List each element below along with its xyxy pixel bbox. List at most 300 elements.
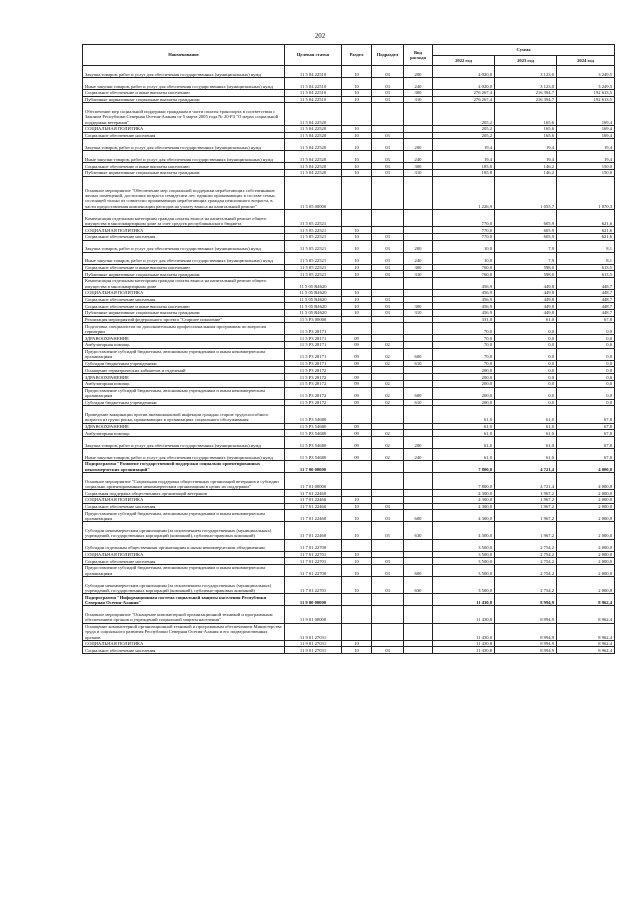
row-expense-type-cell — [404, 423, 433, 430]
row-expense-type-cell — [404, 460, 433, 472]
row-subsection-cell: 03 — [372, 163, 404, 170]
row-expense-type-cell: 610 — [404, 399, 433, 406]
row-value-2022-cell: 19,4 — [433, 151, 495, 163]
table-row — [83, 594, 615, 606]
table-row — [83, 78, 615, 90]
row-section-cell: 10 — [342, 576, 372, 593]
row-expense-type-cell — [404, 209, 433, 226]
row-subsection-cell: 03 — [372, 510, 404, 522]
row-code-cell: 11 5 05 R4620 — [285, 277, 342, 289]
row-subsection-cell — [372, 227, 404, 234]
row-name-cell: Основное мероприятие "Обеспечение мер социальной поддержки неработающих собственников жилых помещений, достигших возраста семидесяти лет, одиноко проживающих в составе семьи, состоящей только из совместно проживающих неработающих граждан пенсионного возраста, в части предоставления компенсации расходов на уплату взноса на капитальный ремонт" — [83, 176, 285, 209]
row-subsection-cell — [372, 176, 404, 209]
table-row — [83, 380, 615, 387]
row-subsection-cell: 03 — [372, 558, 404, 565]
row-code-cell: 11 5 05 22521 — [285, 209, 342, 226]
row-value-2024-cell: 3 249,5 — [557, 66, 615, 78]
row-subsection-cell: 03 — [372, 233, 404, 240]
row-code-cell: 11 5 P3 28172 — [285, 399, 342, 406]
row-value-2023-cell: 61,0 — [495, 406, 557, 423]
row-code-cell: 11 5 05 22521 — [285, 240, 342, 252]
row-code-cell: 11 5 05 22521 — [285, 264, 342, 271]
row-name-cell: ЗДРАВООХРАНЕНИЕ — [83, 423, 285, 430]
row-value-2022-cell: 3 500,0 — [433, 551, 495, 558]
row-value-2024-cell: 2 000,0 — [557, 510, 615, 522]
row-expense-type-cell — [404, 496, 433, 503]
row-name-cell: Реализация мероприятий федерального проекта "Старшее поколение" — [83, 316, 285, 323]
table-row — [83, 348, 615, 360]
row-code-cell: 11 5 P3 54680 — [285, 430, 342, 437]
row-subsection-cell: 02 — [372, 399, 404, 406]
row-value-2024-cell: 613,5 — [557, 271, 615, 278]
row-value-2024-cell: 67,8 — [557, 316, 615, 323]
row-expense-type-cell — [404, 316, 433, 323]
row-expense-type-cell — [404, 289, 433, 296]
row-value-2024-cell: 2 000,0 — [557, 490, 615, 497]
row-value-2023-cell: 216 394,7 — [495, 96, 557, 103]
row-code-cell: 11 5 05 R4620 — [285, 303, 342, 310]
row-value-2023-cell: 2 754,2 — [495, 539, 557, 551]
row-code-cell: 11 5 05 R4620 — [285, 310, 342, 317]
row-expense-type-cell: 200 — [404, 139, 433, 151]
row-subsection-cell: 03 — [372, 78, 404, 90]
row-code-cell: 11 5 04 22510 — [285, 90, 342, 97]
header-name: Наименование — [83, 45, 285, 66]
row-section-cell: 10 — [342, 564, 372, 576]
row-expense-type-cell: 300 — [404, 264, 433, 271]
row-expense-type-cell — [404, 296, 433, 303]
row-name-cell: Амбулаторная помощь — [83, 430, 285, 437]
row-value-2024-cell: 150,0 — [557, 170, 615, 177]
row-code-cell: 11 5 P3 28171 — [285, 348, 342, 360]
row-expense-type-cell — [404, 374, 433, 381]
row-section-cell — [342, 316, 372, 323]
row-value-2024-cell: 448,7 — [557, 289, 615, 296]
row-code-cell: 11 5 05 22521 — [285, 271, 342, 278]
table-row — [83, 125, 615, 132]
row-subsection-cell: 02 — [372, 436, 404, 448]
row-value-2024-cell: 3 249,5 — [557, 78, 615, 90]
row-expense-type-cell — [404, 640, 433, 647]
row-subsection-cell — [372, 460, 404, 472]
row-code-cell: 11 7 01 22460 — [285, 496, 342, 503]
row-section-cell: 10 — [342, 170, 372, 177]
table-row — [83, 103, 615, 126]
row-expense-type-cell: 240 — [404, 78, 433, 90]
row-name-cell: Иные закупки товаров, работ и услуг для обеспечения государственных (муниципальных) нужд — [83, 78, 285, 90]
row-subsection-cell: 03 — [372, 90, 404, 97]
row-subsection-cell: 02 — [372, 348, 404, 360]
row-value-2023-cell: 8 994,9 — [495, 647, 557, 654]
row-value-2024-cell: 150,0 — [557, 163, 615, 170]
row-code-cell: 11 5 P3 28172 — [285, 380, 342, 387]
row-expense-type-cell — [404, 277, 433, 289]
row-name-cell: Иные закупки товаров, работ и услуг для обеспечения государственных (муниципальных) нужд — [83, 252, 285, 264]
row-name-cell: Предоставление субсидий бюджетным, автономным учреждениям и иным некоммерческим организациям — [83, 510, 285, 522]
row-expense-type-cell: 600 — [404, 510, 433, 522]
row-value-2023-cell: 146,2 — [495, 170, 557, 177]
row-subsection-cell — [372, 374, 404, 381]
row-value-2022-cell: 4 300,0 — [433, 496, 495, 503]
row-subsection-cell: 03 — [372, 647, 404, 654]
row-value-2024-cell: 0,0 — [557, 387, 615, 399]
table-row — [83, 335, 615, 342]
row-value-2024-cell: 621,6 — [557, 209, 615, 226]
row-value-2023-cell: 146,2 — [495, 163, 557, 170]
table-row — [83, 90, 615, 97]
row-value-2024-cell: 0,0 — [557, 323, 615, 335]
row-code-cell: 11 5 04 22510 — [285, 96, 342, 103]
row-section-cell: 10 — [342, 296, 372, 303]
row-expense-type-cell — [404, 503, 433, 510]
row-section-cell: 10 — [342, 496, 372, 503]
row-name-cell: Обеспечение мер социальной поддержки гражданам в части оплаты транспорта в соответствии с Законом Республики Северная Осетия-Алания от 5 марта 2005 года № 20-РЗ "О мерах социальной поддержки ветеранов" — [83, 103, 285, 126]
row-value-2024-cell: 2 000,0 — [557, 564, 615, 576]
row-expense-type-cell — [404, 132, 433, 139]
row-value-2024-cell: 67,8 — [557, 406, 615, 423]
row-code-cell: 11 5 P3 28171 — [285, 335, 342, 342]
row-code-cell: 11 5 04 22520 — [285, 151, 342, 163]
table-row — [83, 460, 615, 472]
row-expense-type-cell: 600 — [404, 564, 433, 576]
row-expense-type-cell — [404, 342, 433, 349]
row-name-cell: Субсидии некоммерческим организациям (за исключением государственных (муниципальных) учреждений, государственных корпораций (компаний), публично-правовых компаний) — [83, 576, 285, 593]
row-code-cell: 11 7 01 22700 — [285, 539, 342, 551]
row-code-cell: 11 7 01 22460 — [285, 490, 342, 497]
row-value-2023-cell: 1 967,2 — [495, 503, 557, 510]
row-expense-type-cell — [404, 367, 433, 374]
table-row — [83, 387, 615, 399]
row-section-cell: 10 — [342, 551, 372, 558]
row-value-2024-cell: 2 000,0 — [557, 496, 615, 503]
row-name-cell: Подготовка специалистов по дополнительным профессиональным программам по вопросам гериатрии — [83, 323, 285, 335]
row-value-2022-cell: 19,4 — [433, 139, 495, 151]
row-section-cell — [342, 623, 372, 640]
row-expense-type-cell — [404, 623, 433, 640]
header-section: Раздел — [342, 45, 372, 66]
table-row — [83, 170, 615, 177]
row-subsection-cell — [372, 496, 404, 503]
row-section-cell: 09 — [342, 335, 372, 342]
row-section-cell: 10 — [342, 303, 372, 310]
row-value-2022-cell: 3 500,0 — [433, 539, 495, 551]
row-section-cell: 09 — [342, 387, 372, 399]
row-value-2024-cell: 0,0 — [557, 374, 615, 381]
row-code-cell: 11 7 01 22701 — [285, 576, 342, 593]
row-name-cell: Закупка товаров, работ и услуг для обеспечения государственных (муниципальных) нужд — [83, 436, 285, 448]
row-section-cell — [342, 103, 372, 126]
row-value-2024-cell: 1 070,3 — [557, 176, 615, 209]
row-code-cell: 11 5 05 R4620 — [285, 296, 342, 303]
row-expense-type-cell: 630 — [404, 576, 433, 593]
row-code-cell: 11 5 P3 28172 — [285, 387, 342, 399]
row-value-2023-cell: 1 967,2 — [495, 510, 557, 522]
row-expense-type-cell — [404, 472, 433, 489]
row-value-2022-cell: 456,9 — [433, 277, 495, 289]
row-subsection-cell: 03 — [372, 132, 404, 139]
row-name-cell: СОЦИАЛЬНАЯ ПОЛИТИКА — [83, 496, 285, 503]
row-code-cell: 11 5 04 22520 — [285, 125, 342, 132]
row-value-2024-cell: 67,8 — [557, 423, 615, 430]
table-row — [83, 576, 615, 593]
row-section-cell — [342, 176, 372, 209]
row-value-2022-cell: 200,0 — [433, 374, 495, 381]
row-value-2022-cell: 770,0 — [433, 227, 495, 234]
row-name-cell: Социальное обеспечение и иные выплаты населению — [83, 264, 285, 271]
header-year-2023: 2023 год — [495, 55, 557, 66]
row-value-2023-cell: 449,8 — [495, 277, 557, 289]
row-value-2024-cell: 448,7 — [557, 296, 615, 303]
table-row — [83, 360, 615, 367]
row-value-2023-cell: 0,0 — [495, 323, 557, 335]
row-value-2024-cell: 2 000,0 — [557, 539, 615, 551]
row-code-cell: 11 5 P3 54680 — [285, 436, 342, 448]
table-row — [83, 490, 615, 497]
row-expense-type-cell — [404, 103, 433, 126]
row-value-2022-cell: 200,0 — [433, 367, 495, 374]
table-row — [83, 551, 615, 558]
row-expense-type-cell: 240 — [404, 151, 433, 163]
row-value-2024-cell: 621,6 — [557, 227, 615, 234]
row-code-cell: 11 7 01 22701 — [285, 551, 342, 558]
table-row — [83, 558, 615, 565]
row-name-cell: СОЦИАЛЬНАЯ ПОЛИТИКА — [83, 227, 285, 234]
row-section-cell: 10 — [342, 233, 372, 240]
row-section-cell: 09 — [342, 423, 372, 430]
row-value-2022-cell: 70,0 — [433, 360, 495, 367]
row-subsection-cell — [372, 539, 404, 551]
table-row — [83, 374, 615, 381]
row-section-cell: 10 — [342, 139, 372, 151]
row-value-2022-cell: 11 430,8 — [433, 623, 495, 640]
row-name-cell: ЗДРАВООХРАНЕНИЕ — [83, 335, 285, 342]
row-subsection-cell — [372, 323, 404, 335]
row-value-2022-cell: 200,0 — [433, 380, 495, 387]
row-name-cell: Подпрограмма "Развитие государственной поддержки социально ориентированных некоммерческих организаций" — [83, 460, 285, 472]
row-code-cell: 11 5 P3 28171 — [285, 360, 342, 367]
row-value-2024-cell: 67,8 — [557, 448, 615, 460]
row-section-cell — [342, 606, 372, 623]
row-subsection-cell: 03 — [372, 296, 404, 303]
row-expense-type-cell: 600 — [404, 387, 433, 399]
row-value-2024-cell: 2 000,0 — [557, 503, 615, 510]
row-value-2023-cell: 0,0 — [495, 374, 557, 381]
row-value-2023-cell: 2 754,2 — [495, 576, 557, 593]
row-value-2022-cell: 185,8 — [433, 170, 495, 177]
row-value-2023-cell: 8 994,9 — [495, 640, 557, 647]
row-value-2023-cell: 0,0 — [495, 342, 557, 349]
row-value-2023-cell: 1 967,2 — [495, 522, 557, 539]
row-code-cell: 11 9 01 27031 — [285, 623, 342, 640]
row-section-cell: 10 — [342, 240, 372, 252]
row-expense-type-cell — [404, 594, 433, 606]
row-name-cell: Публичные нормативные социальные выплаты гражданам — [83, 310, 285, 317]
row-code-cell: 11 9 01 00000 — [285, 606, 342, 623]
row-value-2024-cell: 0,0 — [557, 360, 615, 367]
row-section-cell — [342, 406, 372, 423]
row-code-cell: 11 5 04 22510 — [285, 66, 342, 78]
table-row — [83, 606, 615, 623]
row-section-cell: 09 — [342, 342, 372, 349]
row-value-2023-cell: 0,0 — [495, 367, 557, 374]
row-value-2023-cell: 19,4 — [495, 139, 557, 151]
row-code-cell: 11 7 00 00000 — [285, 460, 342, 472]
budget-table — [82, 44, 615, 654]
table-row — [83, 647, 615, 654]
row-name-cell: Предоставление субсидий бюджетным, автономным учреждениям и иным некоммерческим организациям — [83, 348, 285, 360]
row-name-cell: ЗДРАВООХРАНЕНИЕ — [83, 374, 285, 381]
row-value-2022-cell: 200,0 — [433, 387, 495, 399]
row-subsection-cell: 03 — [372, 139, 404, 151]
row-value-2022-cell: 770,0 — [433, 233, 495, 240]
row-value-2022-cell: 4 300,0 — [433, 503, 495, 510]
row-expense-type-cell: 630 — [404, 522, 433, 539]
table-row — [83, 209, 615, 226]
row-value-2023-cell: 449,8 — [495, 296, 557, 303]
row-expense-type-cell: 610 — [404, 360, 433, 367]
row-subsection-cell — [372, 335, 404, 342]
row-subsection-cell: 03 — [372, 151, 404, 163]
row-subsection-cell: 03 — [372, 564, 404, 576]
table-row — [83, 496, 615, 503]
row-code-cell: 11 5 04 22510 — [285, 78, 342, 90]
row-name-cell: Предоставление субсидий бюджетным, автономным учреждениям и иным некоммерческим организациям — [83, 387, 285, 399]
row-value-2024-cell: 169,4 — [557, 125, 615, 132]
table-row — [83, 522, 615, 539]
row-expense-type-cell: 310 — [404, 271, 433, 278]
row-value-2022-cell: 70,0 — [433, 335, 495, 342]
header-sum: Сумма — [433, 45, 615, 56]
table-row — [83, 640, 615, 647]
row-subsection-cell — [372, 606, 404, 623]
row-name-cell: Социальное обеспечение и иные выплаты населению — [83, 303, 285, 310]
row-subsection-cell — [372, 289, 404, 296]
row-name-cell: Закупка товаров, работ и услуг для обеспечения государственных (муниципальных) нужд — [83, 139, 285, 151]
row-name-cell: Оснащение гериатрических кабинетов и отделений — [83, 367, 285, 374]
row-subsection-cell: 03 — [372, 170, 404, 177]
row-value-2023-cell: 61,0 — [495, 448, 557, 460]
header-subsection: Подраздел — [372, 45, 404, 66]
row-value-2024-cell: 2 000,0 — [557, 558, 615, 565]
row-value-2023-cell: 3 123,0 — [495, 78, 557, 90]
row-subsection-cell: 03 — [372, 522, 404, 539]
row-code-cell: 11 5 05 22521 — [285, 233, 342, 240]
row-subsection-cell: 03 — [372, 66, 404, 78]
row-subsection-cell — [372, 316, 404, 323]
table-row — [83, 264, 615, 271]
row-section-cell: 09 — [342, 360, 372, 367]
row-value-2024-cell: 0,0 — [557, 348, 615, 360]
row-value-2024-cell: 0,0 — [557, 367, 615, 374]
row-subsection-cell: 03 — [372, 303, 404, 310]
row-value-2022-cell: 456,9 — [433, 310, 495, 317]
row-expense-type-cell: 300 — [404, 90, 433, 97]
row-value-2023-cell: 605,9 — [495, 227, 557, 234]
row-section-cell: 10 — [342, 90, 372, 97]
row-code-cell: 11 5 05 R4620 — [285, 289, 342, 296]
row-expense-type-cell — [404, 323, 433, 335]
row-code-cell: 11 5 04 22520 — [285, 132, 342, 139]
row-name-cell: Публичные нормативные социальные выплаты гражданам — [83, 96, 285, 103]
row-code-cell: 11 7 01 22701 — [285, 558, 342, 565]
row-value-2023-cell: 7,9 — [495, 252, 557, 264]
row-value-2024-cell: 4 000,0 — [557, 460, 615, 472]
table-row — [83, 163, 615, 170]
row-name-cell: Социальное обеспечение населения — [83, 558, 285, 565]
row-subsection-cell — [372, 423, 404, 430]
row-subsection-cell — [372, 640, 404, 647]
row-value-2022-cell: 61,0 — [433, 423, 495, 430]
row-subsection-cell: 02 — [372, 342, 404, 349]
row-value-2023-cell: 216 394,7 — [495, 90, 557, 97]
row-subsection-cell: 03 — [372, 310, 404, 317]
row-name-cell: Оснащение компьютерной организационной техникой и программным обеспечением Министерства труда и социального развития Республики Северная Осетия-Алания и его подведомственных органов — [83, 623, 285, 640]
row-name-cell: СОЦИАЛЬНАЯ ПОЛИТИКА — [83, 289, 285, 296]
row-value-2024-cell: 19,4 — [557, 139, 615, 151]
row-subsection-cell: 03 — [372, 576, 404, 593]
table-row — [83, 139, 615, 151]
row-code-cell: 11 5 P3 54680 — [285, 406, 342, 423]
row-value-2022-cell: 205,2 — [433, 103, 495, 126]
row-value-2023-cell: 8 994,9 — [495, 623, 557, 640]
row-name-cell: Публичные нормативные социальные выплаты гражданам — [83, 271, 285, 278]
row-value-2023-cell: 0,0 — [495, 387, 557, 399]
row-expense-type-cell: 310 — [404, 170, 433, 177]
row-value-2023-cell: 165,6 — [495, 103, 557, 126]
row-section-cell — [342, 209, 372, 226]
table-row — [83, 277, 615, 289]
row-section-cell — [342, 539, 372, 551]
row-subsection-cell: 03 — [372, 96, 404, 103]
table-row — [83, 96, 615, 103]
row-value-2024-cell: 0,0 — [557, 335, 615, 342]
row-value-2024-cell: 2 000,0 — [557, 522, 615, 539]
row-expense-type-cell — [404, 406, 433, 423]
row-expense-type-cell: 300 — [404, 163, 433, 170]
row-value-2024-cell: 169,4 — [557, 103, 615, 126]
row-value-2022-cell: 200,0 — [433, 399, 495, 406]
row-name-cell: Субсидии бюджетным учреждениям — [83, 399, 285, 406]
row-name-cell: Публичные нормативные социальные выплаты гражданам — [83, 170, 285, 177]
row-section-cell — [342, 472, 372, 489]
row-name-cell: Основное мероприятие "Социальная поддержка общественных организаций ветеранов и субсидии социально ориентированным некоммерческим организациям в целях их поддержки" — [83, 472, 285, 489]
row-value-2022-cell: 760,0 — [433, 264, 495, 271]
row-value-2023-cell: 165,6 — [495, 125, 557, 132]
row-value-2022-cell: 70,0 — [433, 323, 495, 335]
row-name-cell: Социальное обеспечение населения — [83, 647, 285, 654]
row-subsection-cell: 03 — [372, 271, 404, 278]
row-name-cell: Подпрограмма "Информационная система социальной защиты населения Республики Северная Осетия-Алания" — [83, 594, 285, 606]
row-value-2024-cell: 8 962,4 — [557, 606, 615, 623]
row-expense-type-cell — [404, 539, 433, 551]
row-code-cell: 11 9 01 27031 — [285, 640, 342, 647]
row-name-cell: Иные закупки товаров, работ и услуг для обеспечения государственных (муниципальных) нужд — [83, 448, 285, 460]
row-value-2024-cell: 8,1 — [557, 240, 615, 252]
row-expense-type-cell — [404, 551, 433, 558]
row-value-2023-cell: 4 721,4 — [495, 460, 557, 472]
row-expense-type-cell: 200 — [404, 436, 433, 448]
row-section-cell: 10 — [342, 125, 372, 132]
row-subsection-cell — [372, 277, 404, 289]
row-value-2024-cell: 8 962,4 — [557, 647, 615, 654]
table-row — [83, 503, 615, 510]
row-value-2023-cell: 7,9 — [495, 240, 557, 252]
row-value-2022-cell: 760,0 — [433, 271, 495, 278]
row-value-2024-cell: 613,5 — [557, 264, 615, 271]
row-value-2022-cell: 10,0 — [433, 252, 495, 264]
row-section-cell: 10 — [342, 558, 372, 565]
row-name-cell: Компенсация отдельным категориям граждан оплаты взноса на капитальный ремонт общего имущества в многоквартирном доме за счет средств республиканского бюджета — [83, 209, 285, 226]
